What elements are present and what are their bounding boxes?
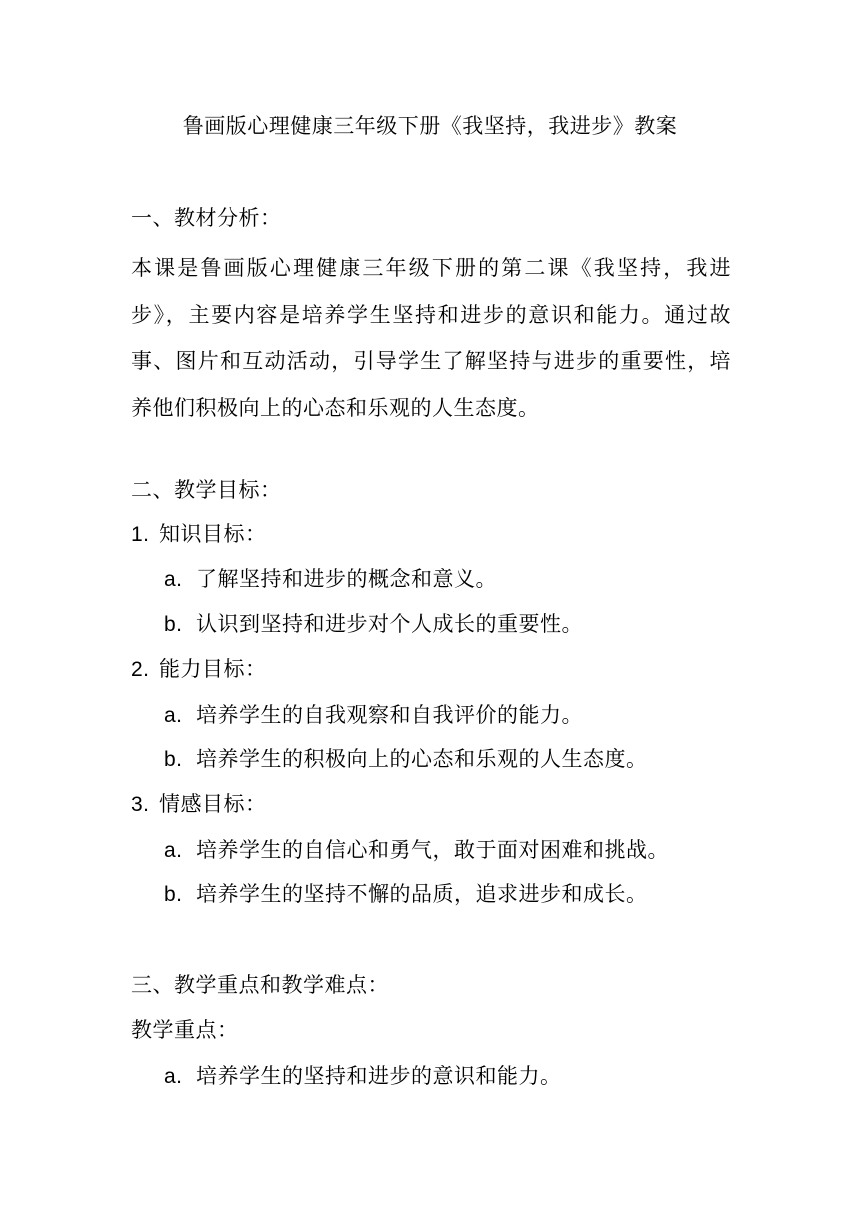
goal-subitem: [164, 563, 497, 596]
section-heading-material-analysis: 一、教材分析：: [131, 206, 282, 230]
subitem-text: 培养学生的自我观察和自我评价的能力。: [196, 703, 583, 727]
goal-label: 知识目标：: [159, 522, 267, 546]
goal-number: 3.: [131, 793, 150, 816]
subitem-letter: b.: [164, 883, 183, 906]
goal-item: [131, 788, 267, 821]
goal-subitem: [164, 878, 648, 911]
document-title: 鲁画版心理健康三年级下册《我坚持，我进步》教案: [182, 114, 678, 138]
subitem-text: 培养学生的自信心和勇气，敢于面对困难和挑战。: [196, 838, 669, 862]
subitem-text: 培养学生的坚持和进步的意识和能力。: [196, 1064, 562, 1088]
goal-item: [131, 518, 267, 551]
subitem-text: 了解坚持和进步的概念和意义。: [196, 567, 497, 591]
subitem-letter: a.: [164, 839, 183, 862]
subitem-text: 培养学生的坚持不懈的品质，追求进步和成长。: [196, 882, 648, 906]
key-point-item: [164, 1060, 562, 1093]
section-heading-key-difficult-points: 三、教学重点和教学难点：: [131, 973, 389, 997]
goal-label: 情感目标：: [159, 792, 267, 816]
goal-number: 1.: [131, 523, 150, 546]
subitem-letter: b.: [164, 613, 183, 636]
subitem-letter: a.: [164, 704, 183, 727]
goal-number: 2.: [131, 658, 150, 681]
goal-subitem: [164, 608, 583, 641]
material-analysis-paragraph: 本课是鲁画版心理健康三年级下册的第二课《我坚持，我进步》，主要内容是培养学生坚持和进步的意识和能力。通过故事、图片和互动活动，引导学生了解坚持与进步的重要性，培养他们积极向上的心态和乐观的人生态度。: [131, 256, 731, 420]
goal-item: [131, 653, 267, 686]
subitem-text: 培养学生的积极向上的心态和乐观的人生态度。: [196, 747, 648, 771]
subitem-letter: a.: [164, 568, 183, 591]
key-points-subheading: 教学重点：: [131, 1018, 239, 1042]
goal-subitem: [164, 699, 583, 732]
goal-subitem: [164, 834, 669, 867]
subitem-letter: a.: [164, 1065, 183, 1088]
section-heading-teaching-goals: 二、教学目标：: [131, 478, 282, 502]
subitem-text: 认识到坚持和进步对个人成长的重要性。: [196, 612, 583, 636]
goal-label: 能力目标：: [159, 657, 267, 681]
goal-subitem: [164, 743, 648, 776]
subitem-letter: b.: [164, 748, 183, 771]
